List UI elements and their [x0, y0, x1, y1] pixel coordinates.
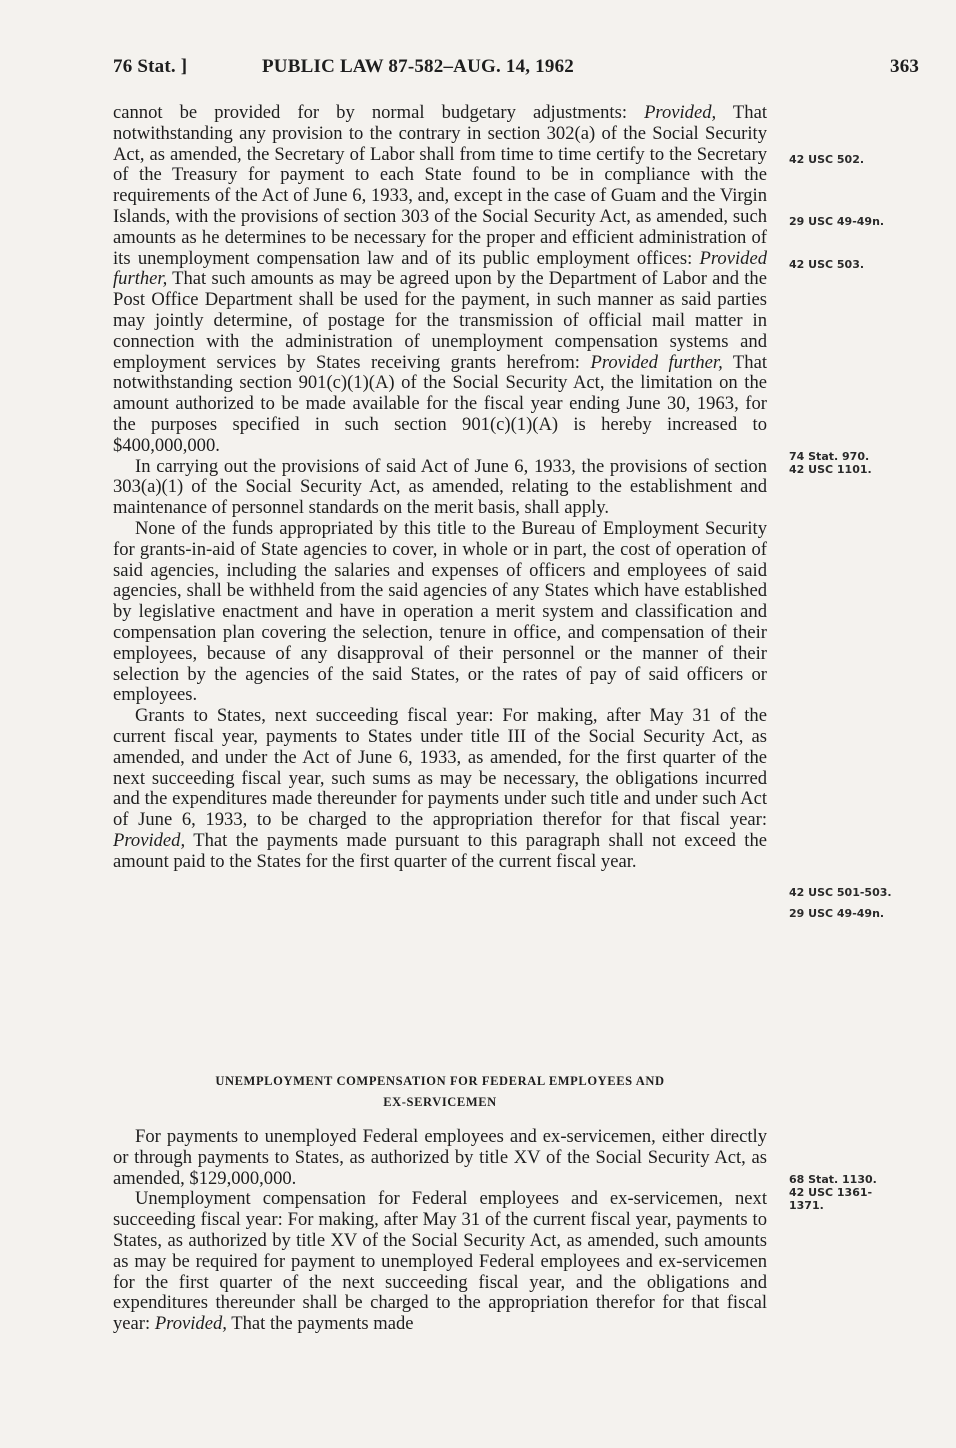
- margin-note-74-stat-970: [789, 450, 872, 476]
- paragraph: [113, 1189, 767, 1335]
- proviso-text: Provided,: [154, 1313, 227, 1335]
- text-run: That notwithstanding any provision to the contrary in section 302(a) of the Social Security Act, as amended, the Secretary of Labor shall from time to time certify to the Secretary of the Treasury for payment to each State found to be in compliance with the requirements of the Act of June 6, 1933, and, except in the case of Guam and the Virgin Islands, with the provisions of section 303 of the Social Security Act, as amended, such amounts as he determines to be necessary for the proper and efficient administration of its unemployment compensation law and of its public employment offices:: [113, 102, 767, 269]
- section-heading-line-2: EX-SERVICEMEN: [383, 1095, 497, 1109]
- text-run: None of the funds appropriated by this title to the Bureau of Employment Security for grants-in-aid of State agencies to cover, in whole or in part, the cost of operation of said agencies, including the salaries and expenses of officers and employees of said agencies, shall be withheld from the said agencies of any States which have established by legislative enactment and have in operation a merit system and classification and compensation plan covering the selection, tenure in office, and compensation of their employees, because of any disapproval of their personnel or the manner of their selection by the agencies of the said States, or the rates of pay of said officers or employees.: [113, 517, 767, 706]
- margin-note-line: 42 USC 1101.: [789, 463, 872, 476]
- volume-citation: 76 Stat. ]: [113, 56, 188, 77]
- text-run: cannot be provided for by normal budgetary adjustments:: [113, 102, 645, 123]
- margin-note-line: 68 Stat. 1130.: [789, 1173, 877, 1186]
- margin-note-line: 42 USC 501-503.: [789, 886, 892, 899]
- text-run: That the payments made: [226, 1313, 414, 1335]
- page-number: 363: [890, 56, 920, 77]
- section-heading-line-1: UNEMPLOYMENT COMPENSATION FOR FEDERAL EMPLOYEES AND: [215, 1074, 665, 1088]
- body-text-block-2: [113, 1127, 767, 1335]
- section-heading: [113, 1071, 767, 1113]
- margin-note-line: 42 USC 503.: [789, 258, 865, 271]
- margin-note-line: 29 USC 49-49n.: [789, 215, 885, 228]
- margin-note-line: 29 USC 49-49n.: [789, 907, 885, 920]
- text-run: That the payments made pursuant to this paragraph shall not exceed the amount paid to the States for the first quarter of the current fiscal year.: [113, 829, 767, 872]
- margin-note-line: 42 USC 502.: [789, 153, 865, 166]
- proviso-text: Provided,: [113, 829, 186, 851]
- text-run: Grants to States, next succeeding fiscal year: For making, after May 31 of the current fiscal year, payments to States under title III of the Social Security Act, as amended, and under the Act of June 6, 1933, as amended, for the first quarter of the next succeeding fiscal year, such sums as may be necessary, the obligations incurred and the expenditures made thereunder for payments under such title and under such Act of June 6, 1933, to be charged to the appropriation therefor for that fiscal year:: [113, 705, 767, 831]
- margin-note-line: 1371.: [789, 1199, 824, 1212]
- paragraph: [113, 706, 767, 872]
- proviso-text: Provided further,: [113, 247, 767, 290]
- proviso-text: Provided further,: [590, 351, 723, 373]
- margin-note-29-usc-49-second: [789, 907, 884, 920]
- paragraph: [113, 457, 767, 519]
- margin-note-42-usc-501: [789, 886, 892, 899]
- margin-note-68-stat-1130: [789, 1173, 877, 1212]
- margin-note-42-usc-502: [789, 153, 864, 166]
- page-title: PUBLIC LAW 87-582–AUG. 14, 1962: [262, 56, 574, 77]
- proviso-text: Provided,: [644, 102, 717, 123]
- text-run: In carrying out the provisions of said Act of June 6, 1933, the provisions of section 303(a)(1) of the Social Security Act, as amended, relating to the establishment and maintenance of personnel standards on the merit basis, shall apply.: [113, 455, 767, 519]
- paragraph: [113, 103, 767, 457]
- margin-note-line: 42 USC 1361-: [789, 1186, 873, 1199]
- paragraph: [113, 519, 767, 706]
- text-run: That such amounts as may be agreed upon by the Department of Labor and the Post Office Department shall be used for the payment, in such manner as said parties may jointly determine, of postage for the transmission of official mail matter in connection with the administration of unemployment compensation systems and employment services by States receiving grants herefrom:: [113, 268, 767, 373]
- text-run: Unemployment compensation for Federal employees and ex-servicemen, next succeeding fiscal year: For making, after May 31 of the current fiscal year, payments to States, as authorized by title XV of the Social Security Act, as amended, such amounts as may be required for payment to unemployed Federal employees and ex-servicemen for the first quarter of the next succeeding fiscal year, and the obligations and expenditures thereunder shall be charged to the appropriation therefor for that fiscal year:: [113, 1188, 767, 1335]
- text-run: That notwithstanding section 901(c)(1)(A) of the Social Security Act, the limitation on the amount authorized to be made available for the fiscal year ending June 30, 1963, for the purposes specified in such section 901(c)(1)(A) is hereby increased to $400,000,000.: [113, 351, 767, 456]
- margin-note-line: 74 Stat. 970.: [789, 450, 870, 463]
- margin-note-42-usc-503: [789, 258, 864, 271]
- margin-note-29-usc-49: [789, 215, 884, 228]
- text-run: For payments to unemployed Federal employees and ex-servicemen, either directly or through payments to States, as authorized by title XV of the Social Security Act, as amended, $129,000,000.: [113, 1126, 767, 1189]
- paragraph: [113, 1127, 767, 1189]
- body-text-block-1: [113, 103, 767, 872]
